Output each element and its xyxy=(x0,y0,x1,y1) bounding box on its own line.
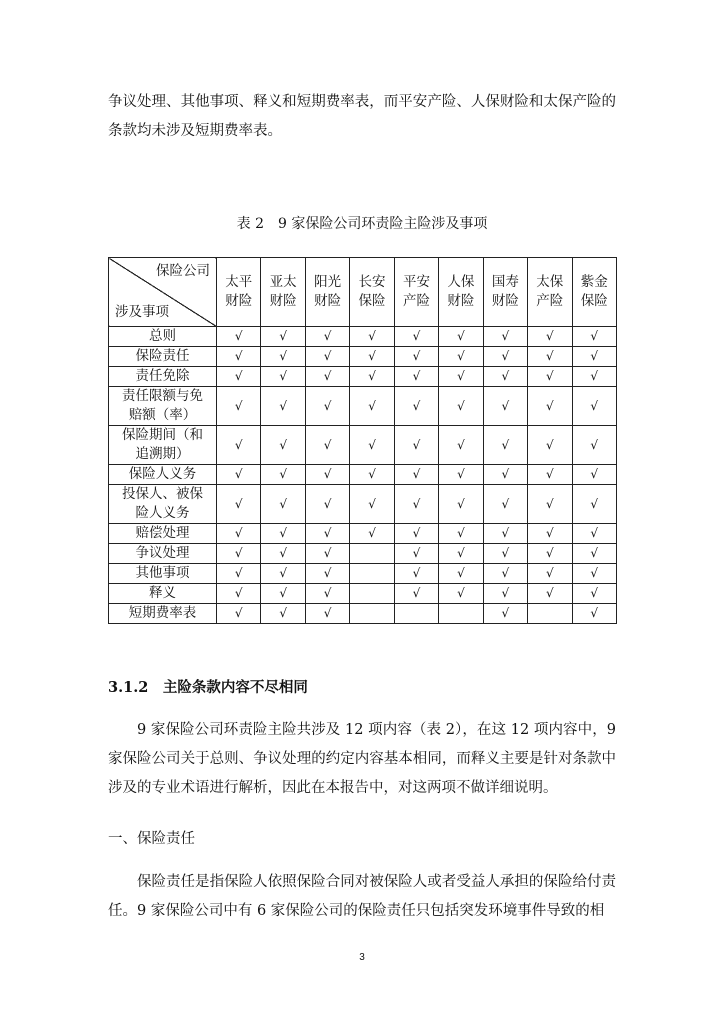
check-cell xyxy=(261,485,305,524)
check-cell xyxy=(261,327,305,347)
check-cell xyxy=(261,465,305,485)
table-row xyxy=(109,485,617,524)
check-cell xyxy=(394,426,438,465)
check-mark: √ xyxy=(501,398,510,413)
check-mark: √ xyxy=(501,349,510,363)
check-mark: √ xyxy=(234,437,243,452)
check-cell xyxy=(217,465,261,485)
check-cell xyxy=(261,387,305,426)
check-mark: √ xyxy=(368,398,376,413)
check-cell xyxy=(483,564,527,584)
page-number: 3 xyxy=(359,952,365,963)
table-row xyxy=(109,387,617,426)
check-cell xyxy=(528,327,572,347)
check-mark: √ xyxy=(501,329,510,343)
check-cell xyxy=(261,426,305,465)
check-mark: √ xyxy=(457,329,465,343)
check-mark: √ xyxy=(279,566,287,580)
check-mark: √ xyxy=(323,398,332,413)
check-mark: √ xyxy=(279,329,287,343)
check-mark: √ xyxy=(457,586,465,600)
check-cell xyxy=(394,524,438,544)
check-mark: √ xyxy=(234,398,243,413)
check-mark: √ xyxy=(323,586,332,600)
check-mark: √ xyxy=(368,496,376,511)
check-mark: √ xyxy=(590,349,599,363)
check-mark: √ xyxy=(279,467,287,481)
check-mark: √ xyxy=(412,496,421,511)
table-row xyxy=(109,327,617,347)
table-row xyxy=(109,544,617,564)
bottom-paragraph: 保险责任是指保险人依照保险合同对被保险人或者受益人承担的保险给付责任。9 家保险公司中有 6 家保险公司的保险责任只包括突发环境事件导致的相 xyxy=(108,874,616,919)
check-mark: √ xyxy=(412,566,421,580)
table-corner-cell xyxy=(109,258,217,327)
check-mark: √ xyxy=(457,546,465,560)
check-mark: √ xyxy=(412,398,421,413)
check-mark: √ xyxy=(323,606,332,620)
check-mark: √ xyxy=(545,566,554,580)
check-mark: √ xyxy=(412,369,421,383)
row-item-label: 投保人、被保 险人义务 xyxy=(109,485,217,524)
check-mark: √ xyxy=(368,329,376,343)
section-paragraph: 9 家保险公司环责险主险共涉及 12 项内容（表 2），在这 12 项内容中，9 家保险公司关于总则、争议处理的约定内容基本相同，而释义主要是针对条款中涉及的专业术语进行解析，因此在本报告中，对这两项不做详细说明。 xyxy=(108,722,616,796)
check-cell xyxy=(572,524,616,544)
check-cell xyxy=(572,347,616,367)
check-cell xyxy=(394,544,438,564)
check-mark: √ xyxy=(590,437,599,452)
check-cell xyxy=(394,327,438,347)
check-mark: √ xyxy=(412,349,421,363)
check-cell xyxy=(217,604,261,624)
check-mark: √ xyxy=(590,467,599,481)
check-cell xyxy=(350,387,394,426)
empty-cell xyxy=(439,604,483,624)
check-mark: √ xyxy=(590,329,599,343)
check-cell xyxy=(350,465,394,485)
check-cell xyxy=(305,367,349,387)
intro-paragraph: 争议处理、其他事项、释义和短期费率表，而平安产险、人保财险和太保产险的条款均未涉及短期费率表。 xyxy=(108,94,616,139)
row-item-label: 保险期间（和 追溯期） xyxy=(109,426,217,465)
company-header: 亚太 财险 xyxy=(261,258,305,327)
check-mark: √ xyxy=(545,437,554,452)
table-row xyxy=(109,564,617,584)
check-cell xyxy=(483,524,527,544)
check-cell xyxy=(217,544,261,564)
check-mark: √ xyxy=(323,349,332,363)
check-mark: √ xyxy=(545,496,554,511)
check-cell xyxy=(528,347,572,367)
check-cell xyxy=(261,524,305,544)
check-mark: √ xyxy=(279,546,287,560)
check-mark: √ xyxy=(234,369,243,383)
check-cell xyxy=(528,485,572,524)
table-row xyxy=(109,426,617,465)
check-mark: √ xyxy=(412,526,421,540)
check-cell xyxy=(350,485,394,524)
check-cell xyxy=(572,485,616,524)
check-cell xyxy=(483,604,527,624)
check-cell xyxy=(350,524,394,544)
check-cell xyxy=(217,347,261,367)
check-cell xyxy=(261,564,305,584)
check-cell xyxy=(439,367,483,387)
check-mark: √ xyxy=(545,467,554,481)
row-item-label: 释义 xyxy=(109,584,217,604)
check-cell xyxy=(439,465,483,485)
check-mark: √ xyxy=(501,566,510,580)
check-cell xyxy=(439,387,483,426)
check-cell xyxy=(350,347,394,367)
empty-cell xyxy=(528,604,572,624)
check-mark: √ xyxy=(234,546,243,560)
check-cell xyxy=(305,485,349,524)
row-item-label: 保险责任 xyxy=(109,347,217,367)
check-cell xyxy=(394,564,438,584)
check-cell xyxy=(394,584,438,604)
table-row xyxy=(109,465,617,485)
section-title: 3.1.2 主险条款内容不尽相同 xyxy=(108,679,308,696)
check-mark: √ xyxy=(368,437,376,452)
check-cell xyxy=(217,524,261,544)
check-mark: √ xyxy=(412,546,421,560)
check-mark: √ xyxy=(590,369,599,383)
table-row xyxy=(109,524,617,544)
check-cell xyxy=(394,387,438,426)
check-mark: √ xyxy=(501,437,510,452)
check-cell xyxy=(305,604,349,624)
check-mark: √ xyxy=(234,606,243,620)
check-cell xyxy=(217,367,261,387)
check-mark: √ xyxy=(279,606,287,620)
check-cell xyxy=(261,584,305,604)
check-mark: √ xyxy=(323,437,332,452)
check-cell xyxy=(572,465,616,485)
check-cell xyxy=(528,426,572,465)
check-mark: √ xyxy=(590,496,599,511)
check-cell xyxy=(350,367,394,387)
empty-cell xyxy=(350,544,394,564)
check-cell xyxy=(305,564,349,584)
check-mark: √ xyxy=(323,329,332,343)
check-mark: √ xyxy=(234,566,243,580)
check-cell xyxy=(305,465,349,485)
check-mark: √ xyxy=(545,526,554,540)
check-mark: √ xyxy=(279,586,287,600)
check-mark: √ xyxy=(279,496,287,511)
check-cell xyxy=(394,465,438,485)
check-cell xyxy=(217,564,261,584)
check-mark: √ xyxy=(457,398,465,413)
table-header-row xyxy=(109,258,617,327)
row-item-label: 赔偿处理 xyxy=(109,524,217,544)
check-mark: √ xyxy=(501,606,510,620)
company-header: 太平 财险 xyxy=(217,258,261,327)
check-mark: √ xyxy=(323,566,332,580)
check-cell xyxy=(305,426,349,465)
check-cell xyxy=(261,544,305,564)
check-cell xyxy=(439,564,483,584)
check-mark: √ xyxy=(590,526,599,540)
check-cell xyxy=(394,347,438,367)
check-cell xyxy=(305,544,349,564)
check-cell xyxy=(483,426,527,465)
check-mark: √ xyxy=(457,467,465,481)
check-cell xyxy=(572,327,616,347)
check-mark: √ xyxy=(368,369,376,383)
check-cell xyxy=(439,584,483,604)
check-cell xyxy=(439,347,483,367)
check-cell xyxy=(305,584,349,604)
row-item-label: 总则 xyxy=(109,327,217,347)
check-mark: √ xyxy=(545,398,554,413)
check-cell xyxy=(483,327,527,347)
check-mark: √ xyxy=(457,437,465,452)
check-cell xyxy=(483,544,527,564)
row-item-label: 争议处理 xyxy=(109,544,217,564)
check-mark: √ xyxy=(457,566,465,580)
check-cell xyxy=(483,485,527,524)
company-header: 紫金 保险 xyxy=(572,258,616,327)
check-mark: √ xyxy=(234,349,243,363)
company-header: 阳光 财险 xyxy=(305,258,349,327)
check-cell xyxy=(305,387,349,426)
row-item-label: 保险人义务 xyxy=(109,465,217,485)
check-cell xyxy=(439,327,483,347)
check-mark: √ xyxy=(412,467,421,481)
check-cell xyxy=(394,485,438,524)
check-mark: √ xyxy=(590,566,599,580)
check-cell xyxy=(217,327,261,347)
check-mark: √ xyxy=(545,349,554,363)
check-mark: √ xyxy=(368,526,376,540)
check-mark: √ xyxy=(323,546,332,560)
header-item-label: 涉及事项 xyxy=(115,304,169,320)
check-mark: √ xyxy=(545,369,554,383)
check-mark: √ xyxy=(323,526,332,540)
check-cell xyxy=(528,584,572,604)
check-cell xyxy=(439,524,483,544)
check-mark: √ xyxy=(279,349,287,363)
check-cell xyxy=(439,485,483,524)
check-mark: √ xyxy=(590,606,599,620)
check-mark: √ xyxy=(323,369,332,383)
check-cell xyxy=(350,426,394,465)
row-item-label: 短期费率表 xyxy=(109,604,217,624)
check-cell xyxy=(572,564,616,584)
check-cell xyxy=(572,544,616,564)
check-cell xyxy=(439,426,483,465)
check-mark: √ xyxy=(412,329,421,343)
check-mark: √ xyxy=(545,586,554,600)
row-item-label: 其他事项 xyxy=(109,564,217,584)
check-cell xyxy=(261,367,305,387)
table-caption: 表 2 9 家保险公司环责险主险涉及事项 xyxy=(236,216,488,232)
check-mark: √ xyxy=(501,526,510,540)
check-cell xyxy=(572,426,616,465)
check-mark: √ xyxy=(368,349,376,363)
company-header: 人保 财险 xyxy=(439,258,483,327)
check-cell xyxy=(572,584,616,604)
check-mark: √ xyxy=(279,369,287,383)
company-header: 平安 产险 xyxy=(394,258,438,327)
check-mark: √ xyxy=(234,586,243,600)
check-cell xyxy=(217,485,261,524)
check-cell xyxy=(305,327,349,347)
check-cell xyxy=(572,367,616,387)
check-cell xyxy=(261,347,305,367)
check-cell xyxy=(350,327,394,347)
header-company-label: 保险公司 xyxy=(156,263,210,279)
check-mark: √ xyxy=(323,467,332,481)
check-mark: √ xyxy=(545,329,554,343)
check-mark: √ xyxy=(368,467,376,481)
check-mark: √ xyxy=(457,526,465,540)
check-cell xyxy=(217,387,261,426)
check-mark: √ xyxy=(279,526,287,540)
row-item-label: 责任限额与免 赔额（率） xyxy=(109,387,217,426)
check-mark: √ xyxy=(457,496,465,511)
check-mark: √ xyxy=(234,496,243,511)
check-mark: √ xyxy=(234,467,243,481)
check-cell xyxy=(483,387,527,426)
table-row xyxy=(109,347,617,367)
check-mark: √ xyxy=(323,496,332,511)
company-header: 国寿 财险 xyxy=(483,258,527,327)
empty-cell xyxy=(350,604,394,624)
check-cell xyxy=(528,544,572,564)
check-cell xyxy=(394,367,438,387)
check-mark: √ xyxy=(457,349,465,363)
check-cell xyxy=(261,604,305,624)
check-mark: √ xyxy=(412,437,421,452)
check-mark: √ xyxy=(457,369,465,383)
coverage-table xyxy=(108,257,617,624)
check-mark: √ xyxy=(590,586,599,600)
check-cell xyxy=(483,465,527,485)
table-row xyxy=(109,584,617,604)
check-mark: √ xyxy=(501,369,510,383)
check-mark: √ xyxy=(590,398,599,413)
table-row xyxy=(109,367,617,387)
check-mark: √ xyxy=(501,496,510,511)
empty-cell xyxy=(350,564,394,584)
table-row xyxy=(109,604,617,624)
empty-cell xyxy=(350,584,394,604)
check-cell xyxy=(528,564,572,584)
check-cell xyxy=(528,524,572,544)
check-cell xyxy=(528,465,572,485)
subheading: 一、保险责任 xyxy=(108,831,195,847)
table-body xyxy=(109,327,617,624)
check-cell xyxy=(572,604,616,624)
check-mark: √ xyxy=(234,329,243,343)
check-mark: √ xyxy=(501,467,510,481)
check-cell xyxy=(528,387,572,426)
check-mark: √ xyxy=(234,526,243,540)
check-cell xyxy=(439,544,483,564)
check-mark: √ xyxy=(501,586,510,600)
check-cell xyxy=(572,387,616,426)
check-mark: √ xyxy=(590,546,599,560)
check-cell xyxy=(305,347,349,367)
check-mark: √ xyxy=(501,546,510,560)
check-mark: √ xyxy=(279,437,287,452)
check-mark: √ xyxy=(279,398,287,413)
empty-cell xyxy=(394,604,438,624)
company-header: 太保 产险 xyxy=(528,258,572,327)
check-cell xyxy=(483,347,527,367)
check-cell xyxy=(217,584,261,604)
check-cell xyxy=(528,367,572,387)
check-cell xyxy=(483,367,527,387)
check-mark: √ xyxy=(412,586,421,600)
check-cell xyxy=(483,584,527,604)
check-mark: √ xyxy=(545,546,554,560)
row-item-label: 责任免除 xyxy=(109,367,217,387)
company-header: 长安 保险 xyxy=(350,258,394,327)
check-cell xyxy=(305,524,349,544)
check-cell xyxy=(217,426,261,465)
